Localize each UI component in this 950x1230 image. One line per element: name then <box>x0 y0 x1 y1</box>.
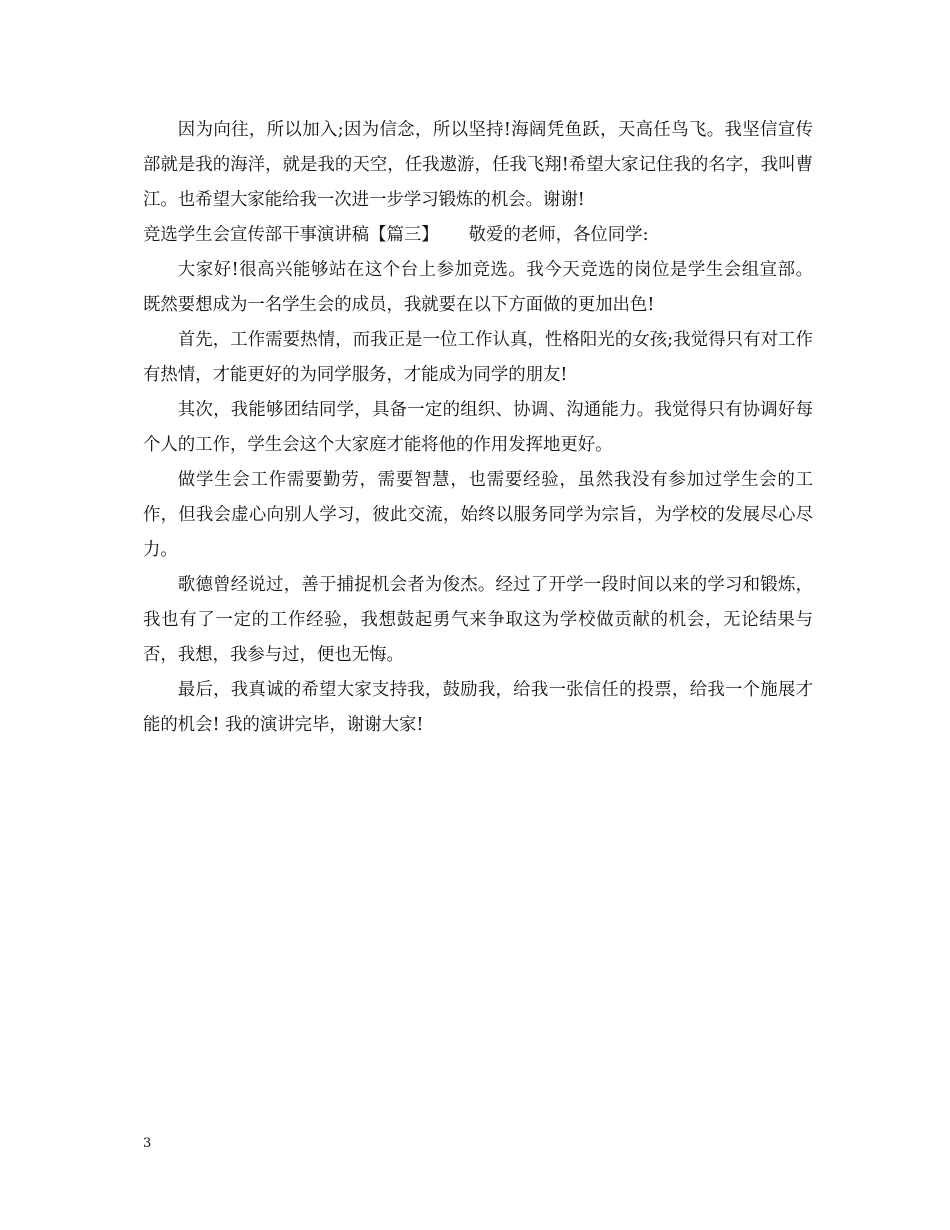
body-paragraph-1: 大家好!很高兴能够站在这个台上参加竞选。我今天竞选的岗位是学生会组宣部。 既然要想成为一名学生会的成员，我就要在以下方面做的更加出色! <box>143 260 813 315</box>
salutation: 敬爱的老师，各位同学: <box>468 225 649 245</box>
page-number: 3 <box>143 1136 152 1151</box>
body-paragraph-4: 做学生会工作需要勤劳，需要智慧，也需要经验，虽然我没有参加过学生会的工作，但我会虚心向别人学习，彼此交流，始终以服务同学为宗旨，为学校的发展尽心尽力。 <box>143 470 813 560</box>
body-paragraph-5: 歌德曾经说过，善于捕捉机会者为俊杰。经过了开学一段时间以来的学习和锻炼，我也有了一定的工作经验，我想鼓起勇气来争取这为学校做贡献的机会，无论结果与否，我想，我参与过，便也无悔。 <box>143 575 813 665</box>
intro-paragraph: 因为向往，所以加入;因为信念，所以坚持!海阔凭鱼跃，天高任鸟飞。我坚信宣传部就是我的海洋，就是我的天空，任我遨游，任我飞翔!希望大家记住我的名字，我叫曹江。也希望大家能给我一次进一步学习锻炼的机会。谢谢! <box>143 120 813 210</box>
body-paragraph-6: 最后，我真诚的希望大家支持我，鼓励我，给我一张信任的投票，给我一个施展才能的机会! 我的演讲完毕，谢谢大家! <box>143 680 813 735</box>
section-heading: 竞选学生会宣传部干事演讲稿【篇三】 <box>143 225 439 245</box>
body-paragraph-3: 其次，我能够团结同学，具备一定的组织、协调、沟通能力。我觉得只有协调好每个人的工作，学生会这个大家庭才能将他的作用发挥地更好。 <box>143 400 813 455</box>
section-heading-line <box>143 218 813 253</box>
document-body <box>143 113 813 743</box>
body-paragraph-2: 首先，工作需要热情，而我正是一位工作认真，性格阳光的女孩;我觉得只有对工作有热情，才能更好的为同学服务，才能成为同学的朋友! <box>143 330 813 385</box>
